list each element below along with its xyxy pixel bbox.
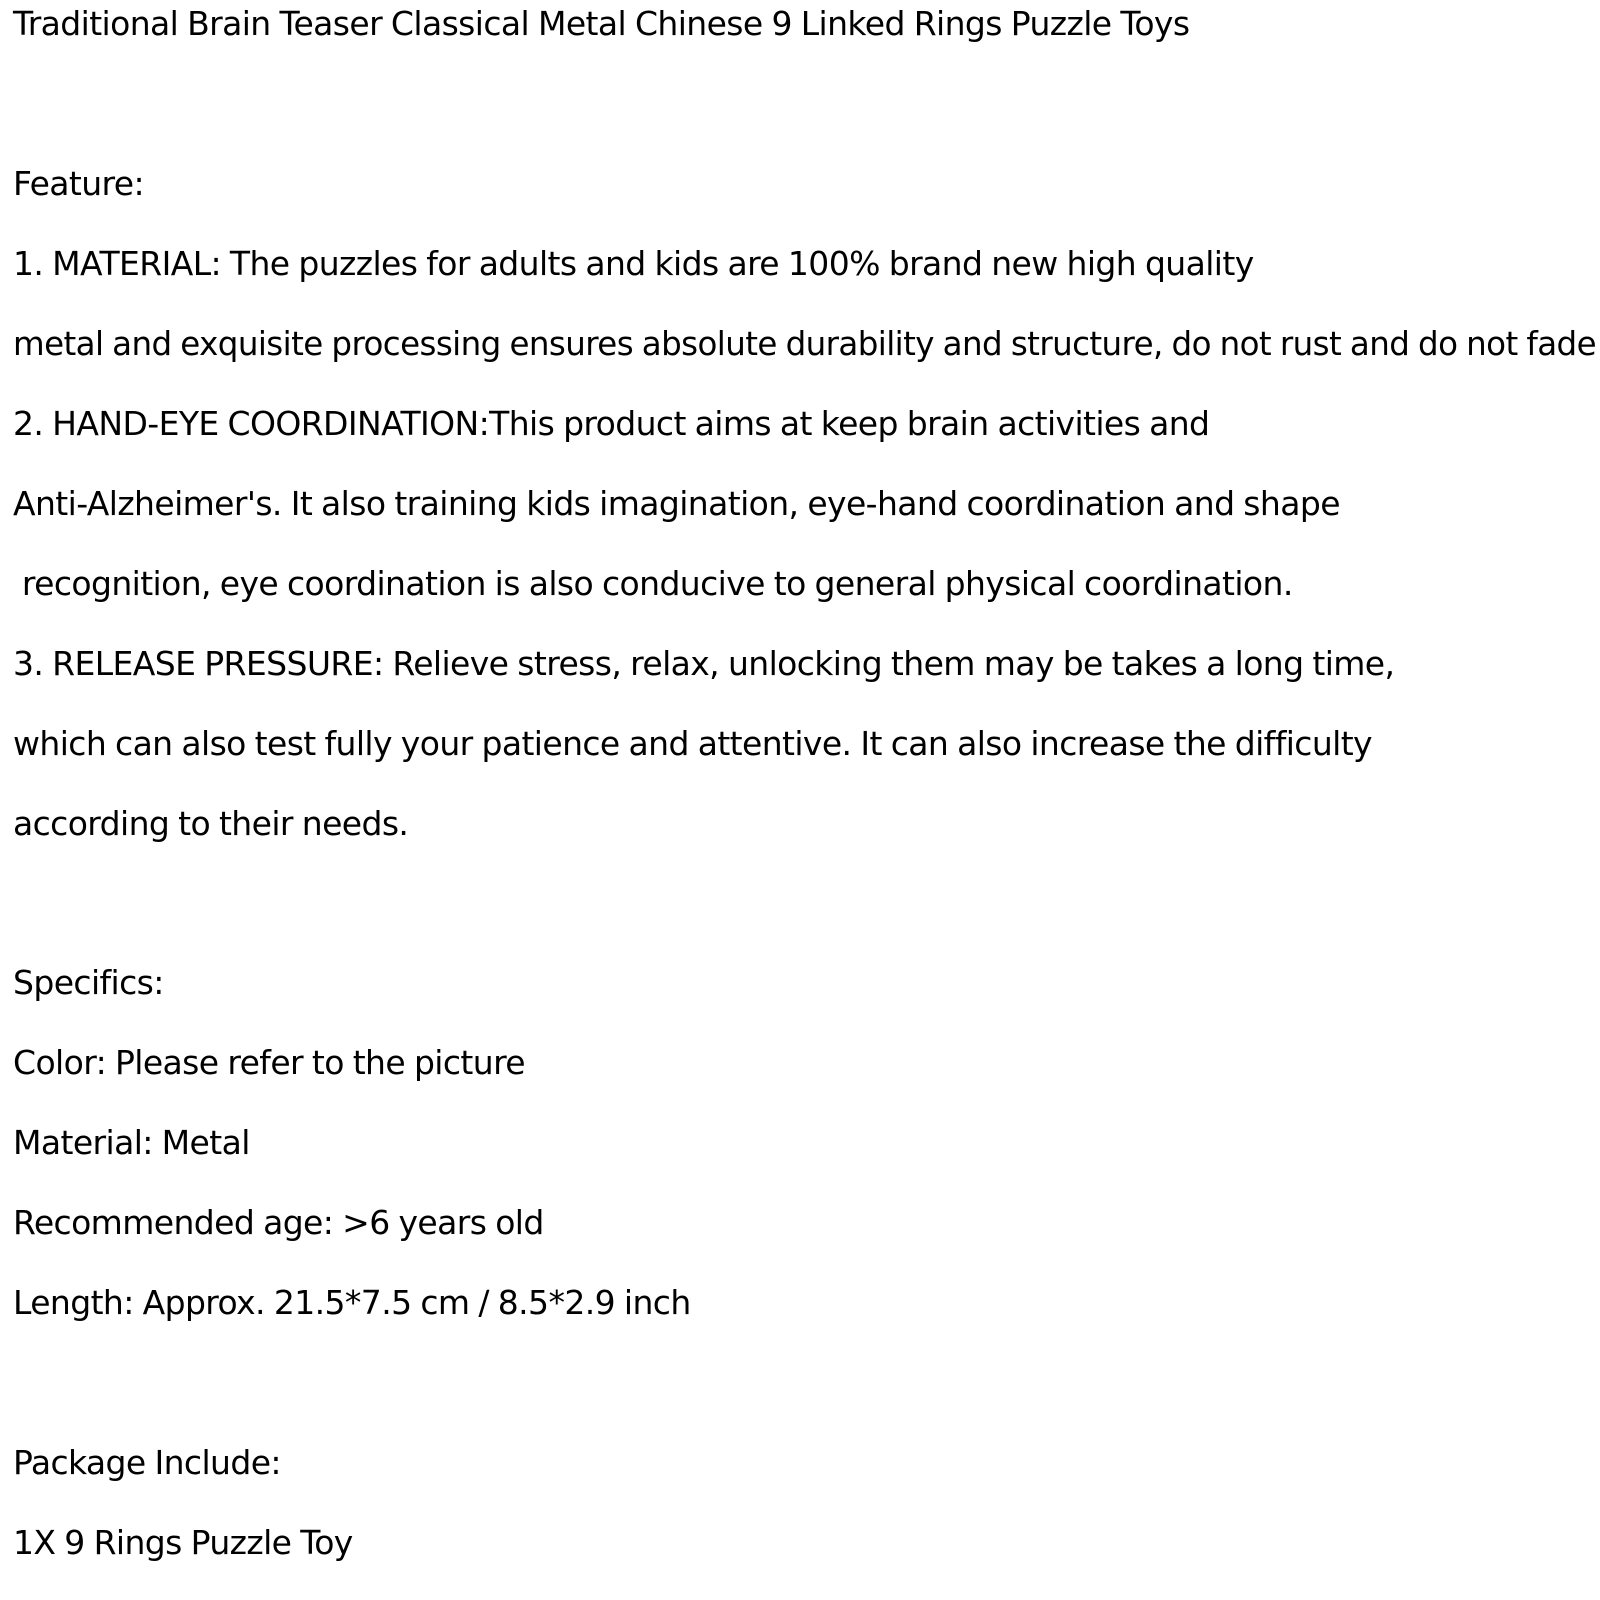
feature-heading: Feature:: [13, 164, 145, 203]
feature-line: 1. MATERIAL: The puzzles for adults and kids are 100% brand new high quality: [13, 244, 1254, 283]
feature-line: which can also test fully your patience and attentive. It can also increase the difficulty: [13, 724, 1372, 763]
feature-line: recognition, eye coordination is also conducive to general physical coordination.: [13, 564, 1293, 603]
package-heading: Package Include:: [13, 1443, 281, 1482]
feature-line: 3. RELEASE PRESSURE: Relieve stress, relax, unlocking them may be takes a long time,: [13, 644, 1395, 683]
feature-line: according to their needs.: [13, 804, 409, 843]
specifics-line: Length: Approx. 21.5*7.5 cm / 8.5*2.9 inch: [13, 1283, 691, 1322]
package-line: 1X 9 Rings Puzzle Toy: [13, 1523, 353, 1562]
feature-line: 2. HAND-EYE COORDINATION:This product aims at keep brain activities and: [13, 404, 1210, 443]
feature-line: Anti-Alzheimer's. It also training kids imagination, eye-hand coordination and shape: [13, 484, 1340, 523]
feature-line: metal and exquisite processing ensures absolute durability and structure, do not rust and do not fade: [13, 324, 1596, 363]
specifics-line: Color: Please refer to the picture: [13, 1043, 526, 1082]
specifics-line: Material: Metal: [13, 1123, 250, 1162]
specifics-line: Recommended age: >6 years old: [13, 1203, 544, 1242]
specifics-heading: Specifics:: [13, 963, 164, 1002]
product-title: Traditional Brain Teaser Classical Metal Chinese 9 Linked Rings Puzzle Toys: [13, 4, 1190, 43]
